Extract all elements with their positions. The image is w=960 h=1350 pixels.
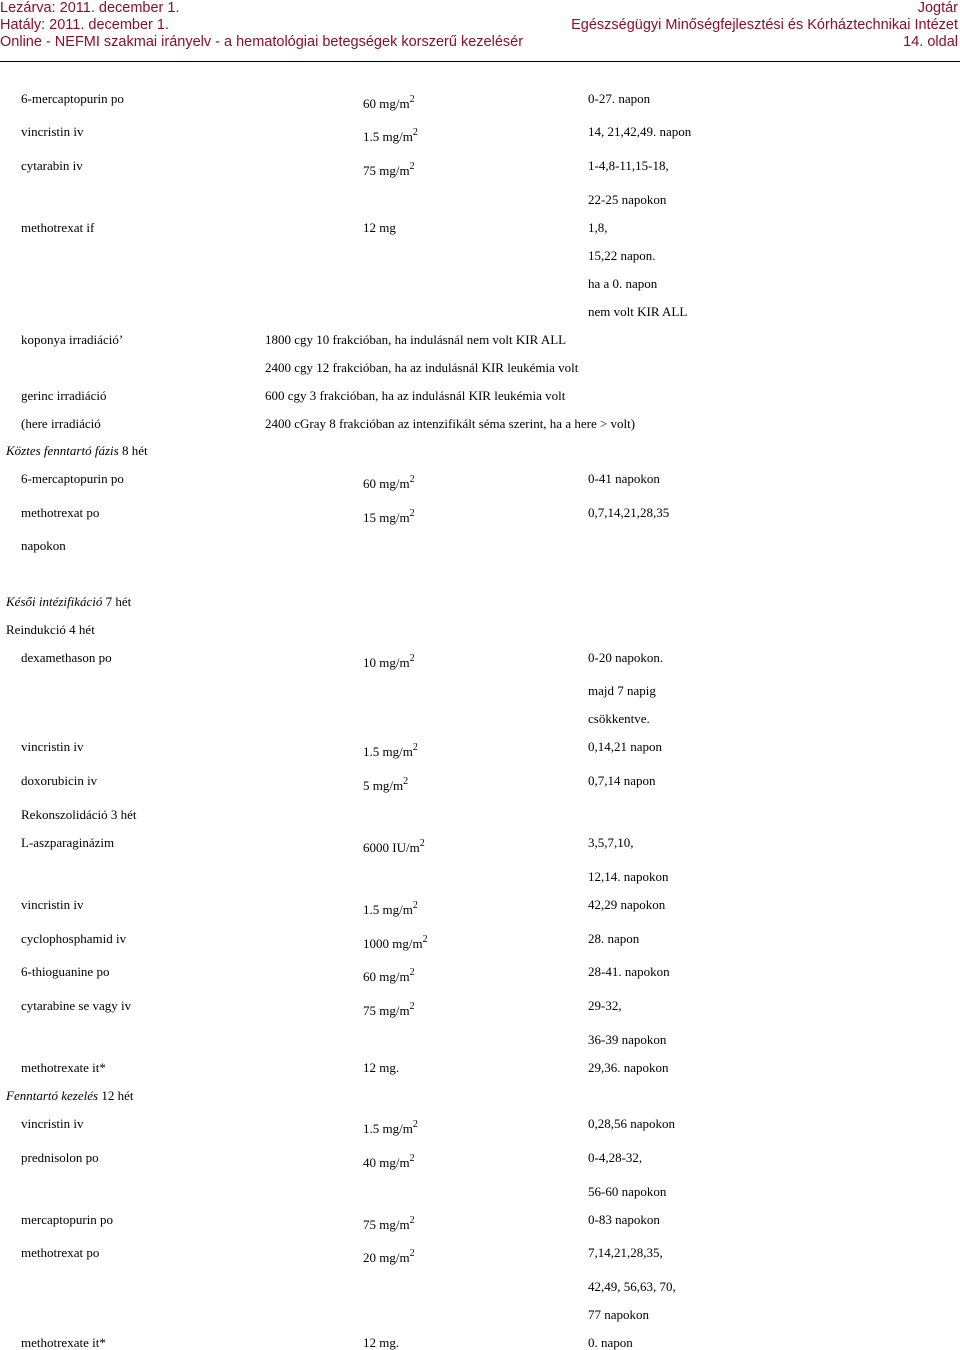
section-heading: Késői intézifikáció 7 hét — [6, 594, 132, 609]
irradiation-name: gerinc irradiáció — [21, 388, 107, 403]
drug-name: cytarabine se vagy iv — [21, 998, 132, 1013]
drug-dose: 12 mg. — [363, 1060, 400, 1075]
drug-schedule: 0. napon — [588, 1335, 633, 1350]
drug-schedule: 1-4,8-11,15-18, — [588, 158, 669, 173]
drug-schedule-cont: 22-25 napokon — [588, 192, 667, 207]
drug-dose: 1.5 $mg/m^2$ — [363, 899, 418, 917]
drug-schedule-cont: ha a 0. napon — [588, 276, 658, 291]
irradiation-name: (here irradiáció — [21, 416, 101, 431]
header-divider — [0, 61, 960, 62]
text-line: napokon — [21, 538, 66, 553]
drug-dose: 75 $mg/m^2$ — [363, 1000, 415, 1018]
drug-schedule-cont: 12,14. napokon — [588, 869, 669, 884]
drug-dose: 1.5 $mg/m^2$ — [363, 126, 418, 144]
header-page-number: 14. oldal — [903, 34, 958, 50]
drug-schedule: 3,5,7,10, — [588, 835, 634, 850]
drug-dose: 1.5 $mg/m^2$ — [363, 1118, 418, 1136]
drug-name: 6-mercaptopurin po — [21, 91, 124, 106]
drug-name: vincristin iv — [21, 897, 84, 912]
drug-dose: 60 $mg/m^2$ — [363, 966, 415, 984]
drug-schedule: 0-4,28-32, — [588, 1150, 643, 1165]
drug-dose: 1000 $mg/m^2$ — [363, 933, 428, 951]
drug-dose: 60 $mg/m^2$ — [363, 93, 415, 111]
drug-schedule-cont: 15,22 napon. — [588, 248, 656, 263]
drug-schedule-cont: majd 7 napig — [588, 683, 656, 698]
drug-schedule: 28. napon — [588, 931, 640, 946]
drug-name: doxorubicin iv — [21, 773, 98, 788]
drug-name: cytarabin iv — [21, 158, 83, 173]
drug-name: 6-thioguanine po — [21, 964, 110, 979]
irradiation-note: 2400 cgy 12 frakcióban, ha az indulásnál KIR leukémia volt — [265, 360, 579, 375]
section-heading: Fenntartó kezelés 12 hét — [6, 1088, 134, 1103]
drug-dose: 10 $mg/m^2$ — [363, 652, 415, 670]
drug-schedule: 0-41 napokon — [588, 471, 660, 486]
drug-name: cyclophosphamid iv — [21, 931, 127, 946]
drug-schedule-cont: 42,49, 56,63, 70, — [588, 1279, 676, 1294]
header-closed-date: Lezárva: 2011. december 1. — [0, 0, 180, 16]
drug-schedule: 0-20 napokon. — [588, 650, 664, 665]
drug-dose: 40 $mg/m^2$ — [363, 1152, 415, 1170]
drug-dose: 60 $mg/m^2$ — [363, 473, 415, 491]
drug-name: vincristin iv — [21, 124, 84, 139]
drug-name: methotrexat if — [21, 220, 95, 235]
header-effective-date: Hatály: 2011. december 1. — [0, 17, 169, 33]
drug-name: prednisolon po — [21, 1150, 99, 1165]
drug-schedule: 28-41. napokon — [588, 964, 670, 979]
drug-schedule-cont: 77 napokon — [588, 1307, 650, 1322]
drug-schedule: 0,7,14 napon — [588, 773, 656, 788]
drug-dose: 1.5 $mg/m^2$ — [363, 741, 418, 759]
drug-schedule-cont: csökkentve. — [588, 711, 650, 726]
drug-schedule: 14, 21,42,49. napon — [588, 124, 692, 139]
section-heading: Köztes fenntartó fázis 8 hét — [6, 443, 148, 458]
drug-schedule: 42,29 napokon — [588, 897, 666, 912]
drug-name: L-aszparaginázim — [21, 835, 115, 850]
drug-schedule: 1,8, — [588, 220, 608, 235]
irradiation-name: koponya irradiáció’ — [21, 332, 124, 347]
drug-schedule: 29-32, — [588, 998, 622, 1013]
drug-schedule: 0,28,56 napokon — [588, 1116, 676, 1131]
drug-dose: 5 $mg/m^2$ — [363, 775, 409, 793]
drug-schedule: 7,14,21,28,35, — [588, 1245, 663, 1260]
drug-schedule-cont: 56-60 napokon — [588, 1184, 667, 1199]
drug-schedule-cont: 36-39 napokon — [588, 1032, 667, 1047]
drug-dose: 75 $mg/m^2$ — [363, 160, 415, 178]
drug-dose: 12 mg. — [363, 1335, 400, 1350]
drug-schedule: 0,14,21 napon — [588, 739, 663, 754]
drug-schedule: 0-83 napokon — [588, 1212, 660, 1227]
drug-name: vincristin iv — [21, 1116, 84, 1131]
header-institute: Egészségügyi Minőségfejlesztési és Kórháztechnikai Intézet — [571, 17, 958, 33]
drug-name: vincristin iv — [21, 739, 84, 754]
drug-name: mercaptopurin po — [21, 1212, 114, 1227]
subsection-heading: Rekonszolidáció 3 hét — [21, 807, 137, 822]
drug-schedule: 0,7,14,21,28,35 — [588, 505, 670, 520]
drug-schedule: 29,36. napokon — [588, 1060, 669, 1075]
irradiation-note: 600 cgy 3 frakcióban, ha az indulásnál KIR leukémia volt — [265, 388, 566, 403]
subsection-heading: Reindukció 4 hét — [6, 622, 95, 637]
drug-name: methotrexat po — [21, 1245, 100, 1260]
drug-name: dexamethason po — [21, 650, 112, 665]
header-document-title: Online - NEFMI szakmai irányelv - a hematológiai betegségek korszerű kezelésér — [0, 34, 524, 50]
drug-name: methotrexate it* — [21, 1335, 106, 1350]
drug-dose: 15 $mg/m^2$ — [363, 507, 415, 525]
drug-name: methotrexat po — [21, 505, 100, 520]
drug-schedule-cont: nem volt KIR ALL — [588, 304, 688, 319]
drug-dose: 20 $mg/m^2$ — [363, 1247, 415, 1265]
irradiation-note: 2400 cGray 8 frakcióban az intenzifikált séma szerint, ha a here > volt) — [265, 416, 636, 431]
drug-name: 6-mercaptopurin po — [21, 471, 124, 486]
header-publisher: Jogtár — [917, 0, 958, 16]
drug-dose: 12 mg — [363, 220, 396, 235]
drug-schedule: 0-27. napon — [588, 91, 651, 106]
drug-name: methotrexate it* — [21, 1060, 106, 1075]
drug-dose: 75 $mg/m^2$ — [363, 1214, 415, 1232]
irradiation-note: 1800 cgy 10 frakcióban, ha indulásnál nem volt KIR ALL — [265, 332, 567, 347]
drug-dose: 6000 $IU/m^2$ — [363, 837, 425, 855]
